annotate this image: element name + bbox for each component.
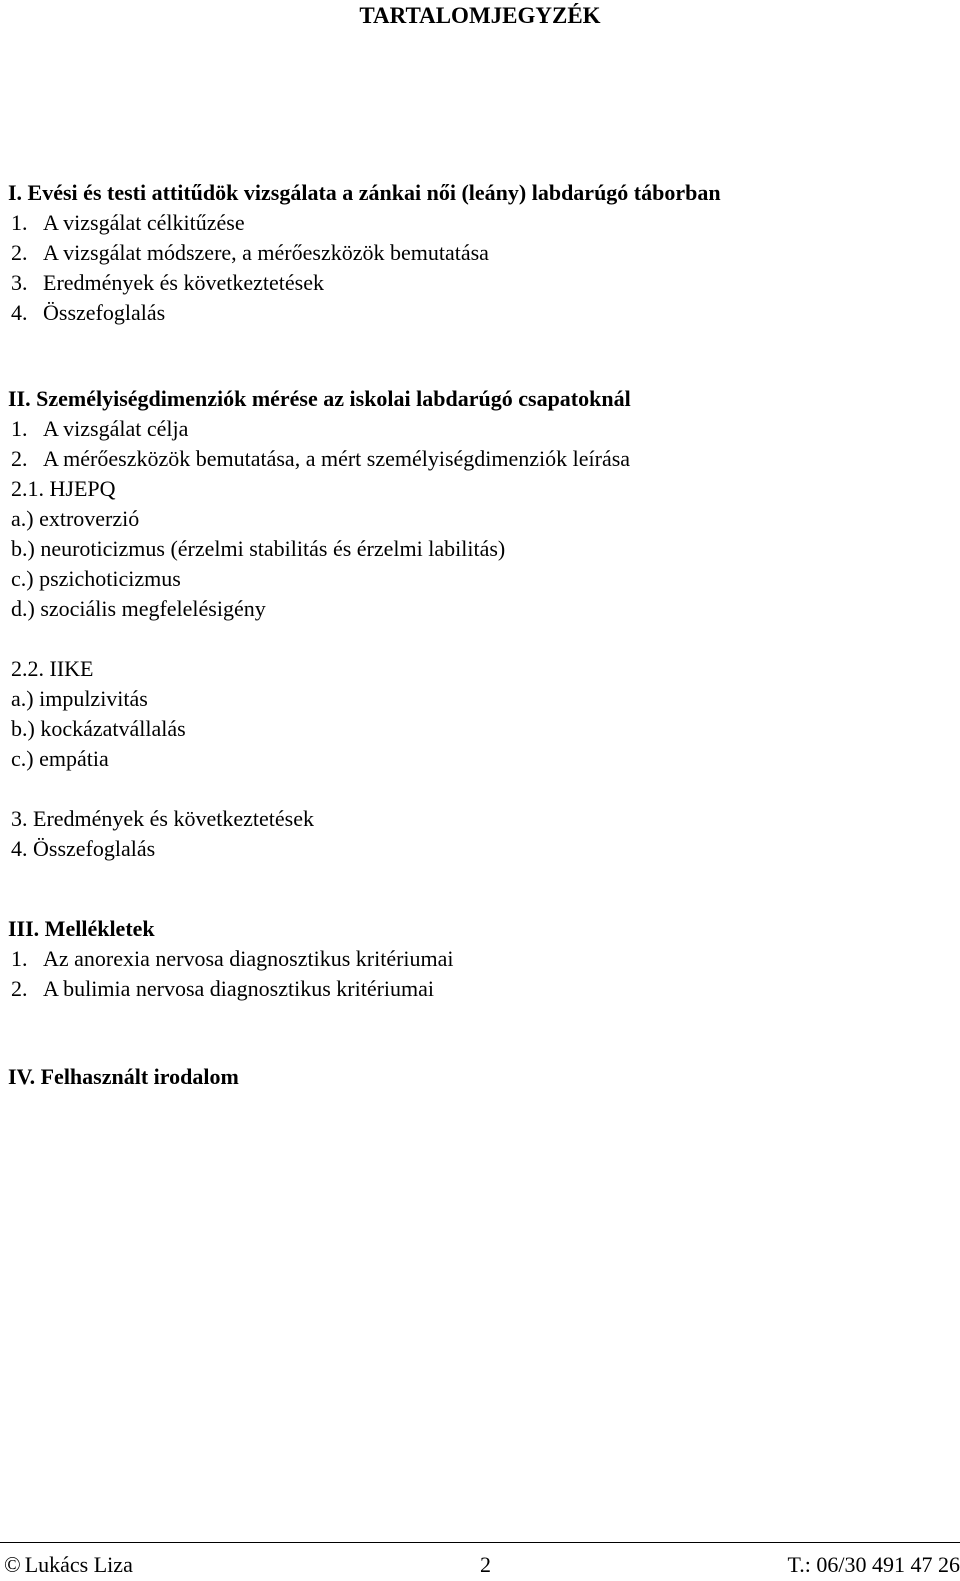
toc-item-text: Eredmények és következtetések [43,270,324,295]
page-number: 2 [480,1552,491,1577]
section-heading: III. Mellékletek [8,916,155,941]
toc-item-number: 2. [11,240,28,265]
toc-item [8,974,454,1004]
section-heading: I. Evési és testi attitűdök vizsgálata a zánkai női (leány) labdarúgó táborban [8,180,721,205]
toc-subitem: a.) impulzivitás [11,686,148,711]
toc-item-number: 2. [11,446,28,471]
toc-section-1 [8,178,721,328]
toc-section-3 [8,914,454,1004]
toc-item [8,414,631,444]
spacer [8,774,631,804]
toc-item-text: Összefoglalás [43,300,166,325]
toc-item: 3. Eredmények és következtetések [11,806,314,831]
toc-item-text: A vizsgálat célja [43,416,189,441]
toc-item [8,444,631,474]
author-name: Lukács Liza [24,1552,133,1577]
page-title: TARTALOMJEGYZÉK [359,3,601,28]
footer-phone: T.: 06/30 491 47 26 [787,1552,960,1577]
toc-subsection-title: 2.2. IIKE [11,656,94,681]
section-heading: IV. Felhasznált irodalom [8,1064,239,1089]
toc-item [8,944,454,974]
toc-item-number: 1. [11,416,28,441]
toc-item-text: A vizsgálat célkitűzése [43,210,245,235]
page-footer [0,1548,960,1581]
toc-item: 4. Összefoglalás [11,836,156,861]
toc-subitem: a.) extroverzió [11,506,140,531]
toc-subsection-title: 2.1. HJEPQ [11,476,116,501]
toc-item-number: 2. [11,976,28,1001]
toc-subitem: d.) szociális megfelelésigény [11,596,266,621]
toc-item-text: A vizsgálat módszere, a mérőeszközök bemutatása [43,240,489,265]
toc-item [8,268,721,298]
toc-item-number: 4. [11,300,28,325]
toc-section-2 [8,384,631,864]
toc-subitem: b.) neuroticizmus (érzelmi stabilitás és érzelmi labilitás) [11,536,506,561]
toc-subitem: c.) empátia [11,746,109,771]
footer-author [4,1548,133,1581]
toc-section-4 [8,1062,239,1092]
toc-item [8,208,721,238]
toc-item-number: 3. [11,270,28,295]
toc-subitem: c.) pszichoticizmus [11,566,181,591]
copyright-icon: © [4,1552,21,1577]
section-heading: II. Személyiségdimenziók mérése az iskolai labdarúgó csapatoknál [8,386,631,411]
spacer [8,624,631,654]
toc-subitem: b.) kockázatvállalás [11,716,186,741]
footer-divider [0,1542,960,1543]
toc-item-text: A mérőeszközök bemutatása, a mért személyiségdimenziók leírása [43,446,631,471]
toc-item [8,238,721,268]
toc-item [8,298,721,328]
toc-item-number: 1. [11,210,28,235]
toc-item-number: 1. [11,946,28,971]
toc-item-text: A bulimia nervosa diagnosztikus kritériumai [43,976,435,1001]
toc-item-text: Az anorexia nervosa diagnosztikus kritériumai [43,946,454,971]
